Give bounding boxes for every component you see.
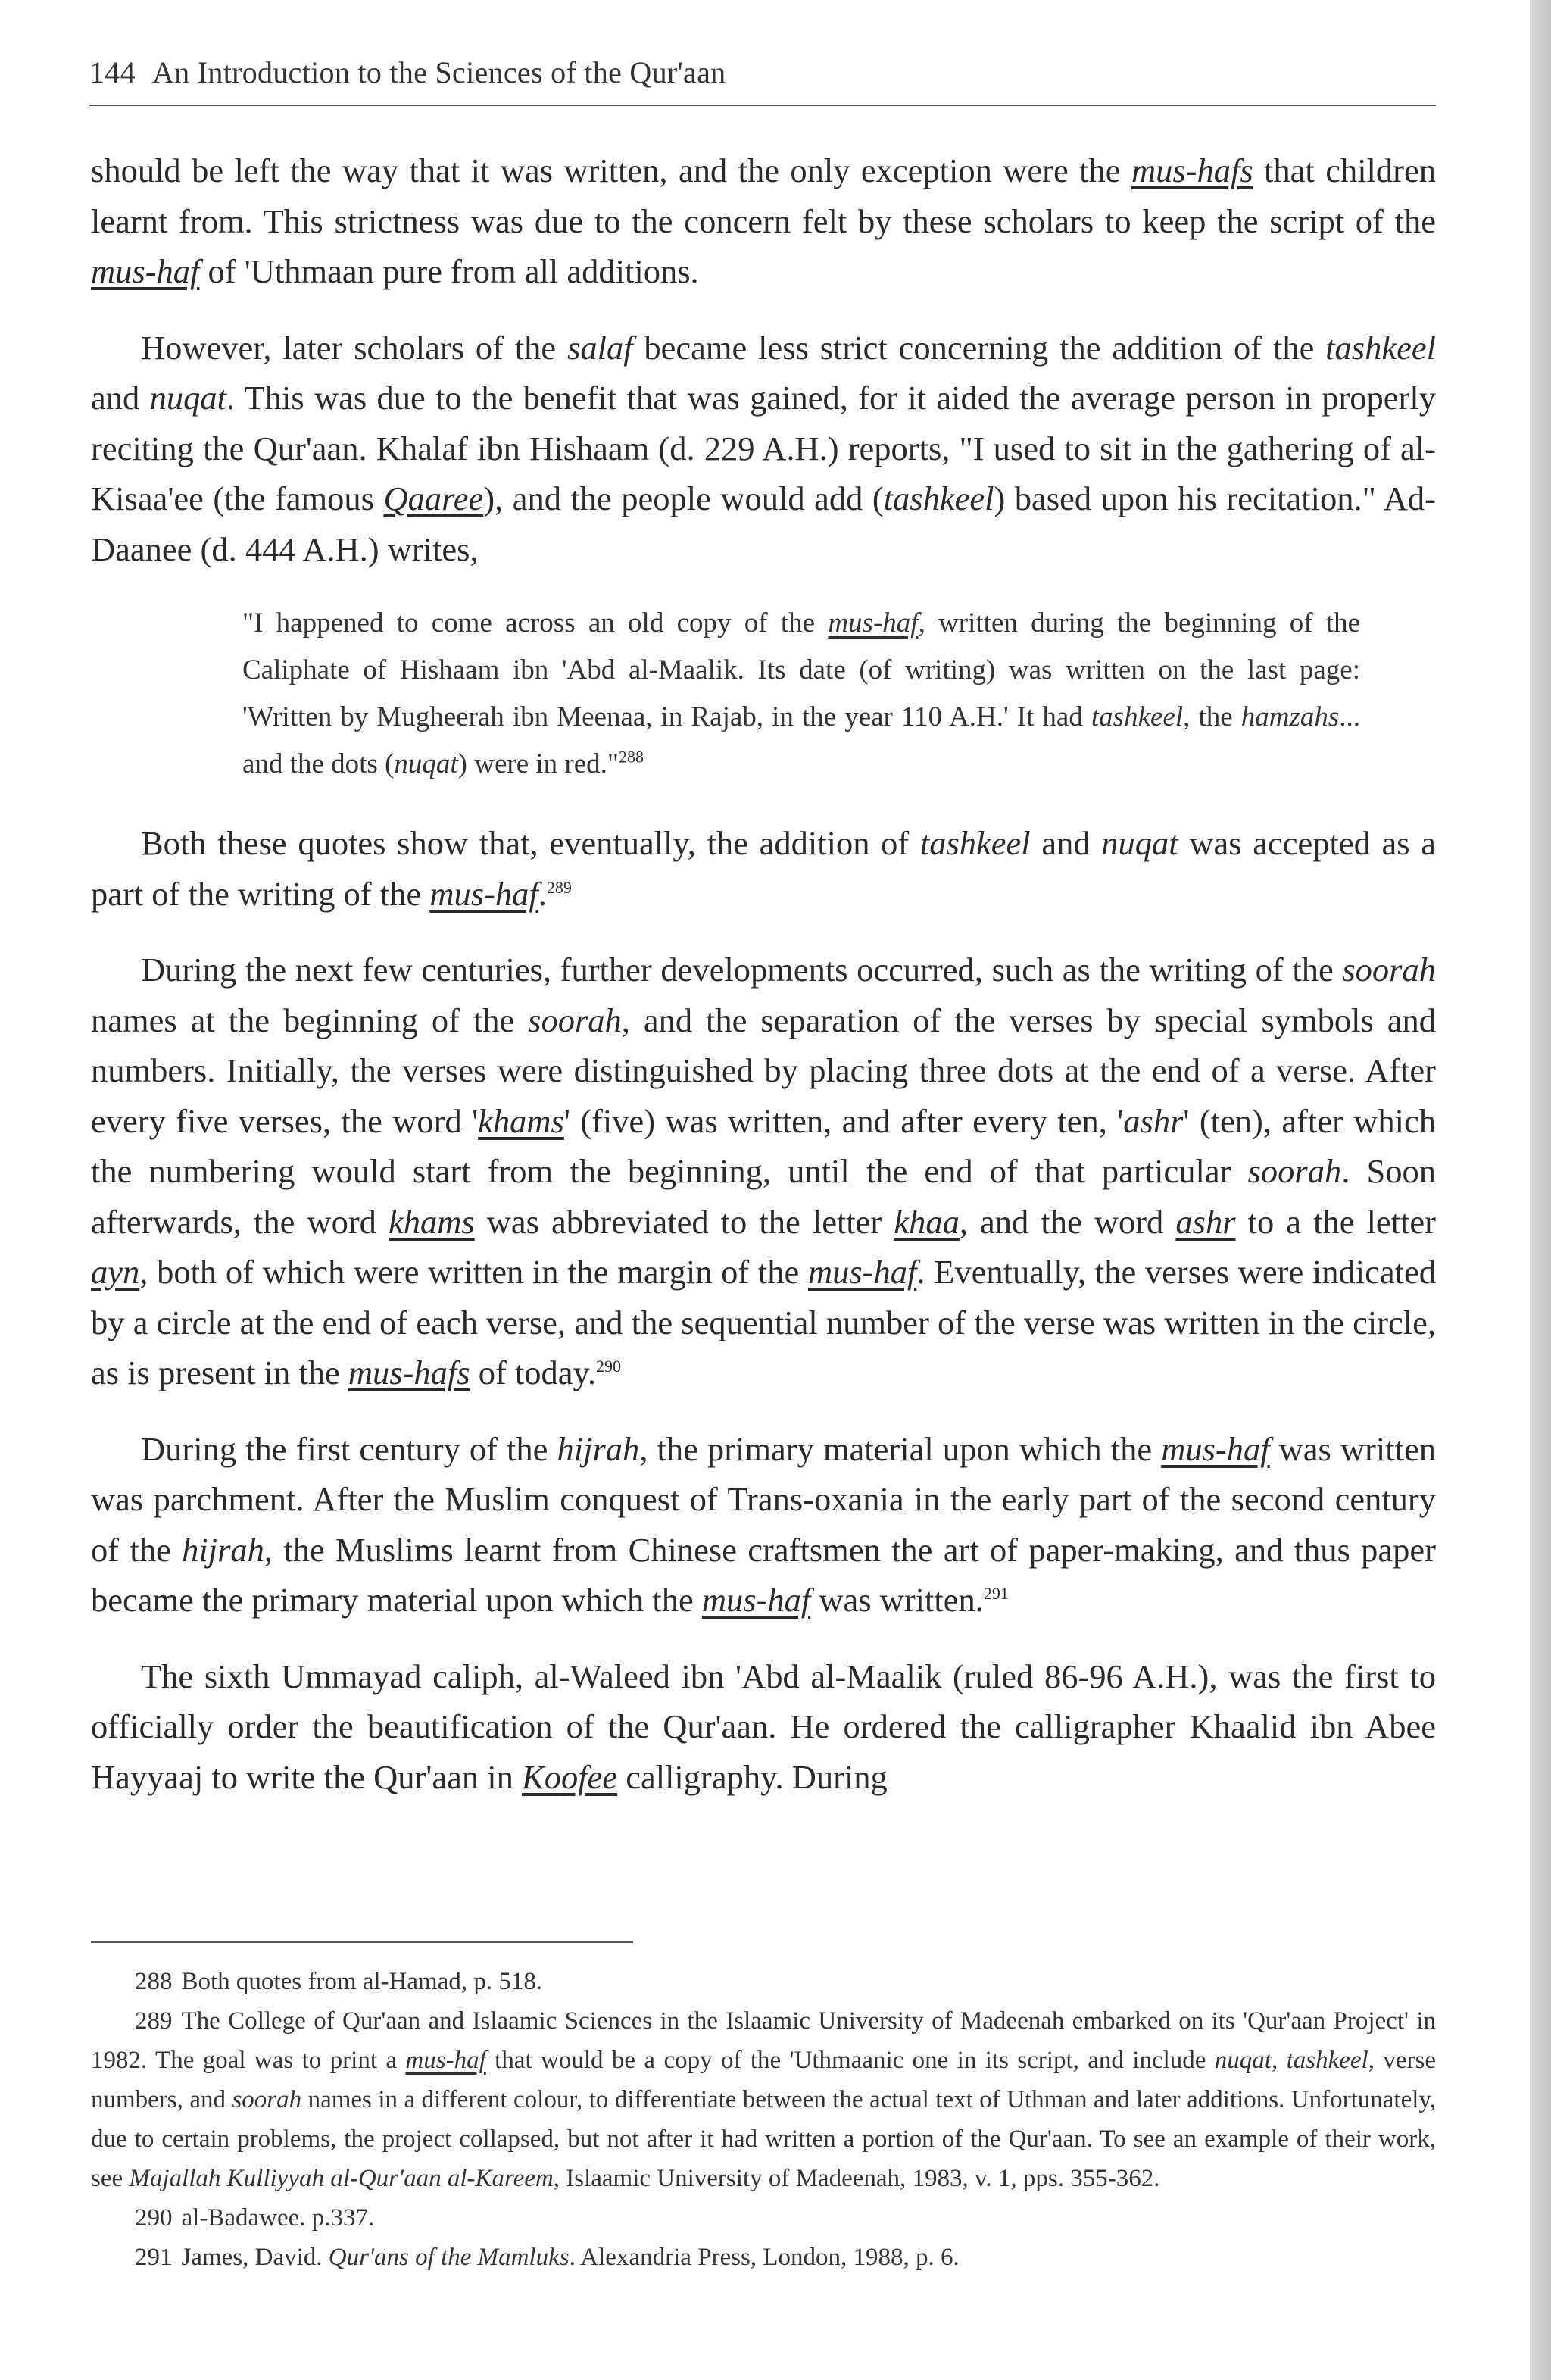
text-run: names in a different colour, to differentiate between the actual text of Uthman and later additions. Unfortunately, due to certain problems, the project collapsed, but not after it had written a portion of the Qur'aan. To see an example of their work, see (91, 2086, 1436, 2192)
term-italic: salaf (567, 328, 633, 367)
text-run: , (1271, 2047, 1287, 2074)
term-italic: nuqat (1214, 2047, 1272, 2074)
term-italic: tashkeel (883, 479, 994, 517)
text-run: to a the letter (1235, 1202, 1436, 1241)
footnotes (91, 1962, 1436, 2277)
text-run: During the first century of the (141, 1429, 557, 1468)
text-run: that children learnt from. This strictness was due to the concern felt by these scholars to keep the script of the (91, 151, 1436, 240)
footnote-290 (91, 2198, 1436, 2238)
footnote-marker[interactable]: 291 (983, 1584, 1009, 1604)
text-run: , the (1183, 701, 1241, 732)
paragraph-6 (91, 1651, 1436, 1803)
text-run: was written was parchment. After the Muslim conquest of Trans-oxania in the early part of the second century of the (91, 1429, 1437, 1569)
term-italic: nuqat (149, 379, 226, 417)
text-run: was abbreviated to the letter (474, 1202, 894, 1241)
footnote-288 (91, 1962, 1436, 2001)
text-run: of today. (470, 1354, 596, 1391)
footnote-marker[interactable]: 289 (546, 877, 572, 897)
text-run: became less strict concerning the addition of the (632, 328, 1326, 367)
footnote-number: 288 (135, 1968, 173, 1995)
text-run: should be left the way that it was written, and the only exception were the (91, 151, 1131, 189)
footnote-divider (91, 1941, 633, 1943)
term-italic: soorah (1342, 951, 1436, 989)
text-run: However, later scholars of the (141, 328, 568, 367)
text-run: , and the separation of the verses by special symbols and numbers. Initially, the verses were distinguished by placing three dots at the end of a verse. After every five verses, the word ' (91, 1001, 1436, 1140)
term-italic: tashkeel (1325, 328, 1436, 367)
block-quote (242, 600, 1360, 788)
text-run: , and the word (959, 1202, 1176, 1241)
term-italic: mus-haf (91, 252, 200, 290)
term-italic: tashkeel (1091, 701, 1184, 732)
term-italic: Majallah Kulliyyah al-Qur'aan al-Kareem (129, 2165, 554, 2192)
term-italic: mus-hafs (1131, 151, 1253, 189)
term-italic: khams (388, 1202, 475, 1241)
text-run: ... and the dots ( (242, 701, 1361, 779)
footnote-289 (91, 2001, 1436, 2198)
term-italic: Qaaree (383, 479, 484, 517)
term-italic: ashr (1175, 1202, 1236, 1241)
paragraph-5 (91, 1424, 1436, 1626)
term-italic: hijrah (557, 1429, 640, 1468)
term-italic: tashkeel (1286, 2047, 1368, 2074)
term-italic: mus-haf (1161, 1429, 1270, 1468)
text-run: names at the beginning of the (91, 1001, 529, 1039)
term-italic: mus-haf (701, 1581, 811, 1619)
text-run: . Soon afterwards, the word (91, 1152, 1437, 1241)
footnote-number: 290 (135, 2204, 173, 2232)
paragraph-2 (91, 323, 1436, 575)
text-run: al-Badawee. p.337. (181, 2204, 375, 2232)
text-run: , the Muslims learnt from Chinese craftsmen the art of paper-making, and thus paper became the primary material upon which the (91, 1530, 1436, 1619)
text-run: James, David. (181, 2244, 329, 2271)
text-run: . Eventually, the verses were indicated by a circle at the end of each verse, and the sequential number of the verse was written in the circle, as is present in the (91, 1253, 1436, 1391)
text-run: ) based upon his recitation." Ad-Daanee (d. 444 A.H.) writes, (91, 479, 1436, 568)
running-title: An Introduction to the Sciences of the Qur'aan (152, 55, 726, 89)
text-run: was accepted as a part of the writing of the (91, 824, 1436, 913)
text-run: was written. (810, 1581, 984, 1619)
term-italic: soorah (1247, 1152, 1342, 1190)
footnote-marker[interactable]: 290 (596, 1357, 621, 1376)
text-run: The sixth Ummayad caliph, al-Waleed ibn 'Abd al-Maalik (ruled 86-96 A.H.), was the first to officially order the beautification of the Qur'aan. He ordered the calligrapher Khaalid ibn Abee Hayyaaj to write the Qur'aan in (91, 1657, 1436, 1796)
term-italic: soorah (232, 2086, 302, 2113)
text-run: , Islaamic University of Madeenah, 1983, v. 1, pps. 355-362. (553, 2165, 1160, 2192)
term-italic: mus-hafs (348, 1354, 470, 1391)
text-run: , verse numbers, and (91, 2047, 1436, 2113)
text-run: , written during the beginning of the Caliphate of Hishaam ibn 'Abd al-Maalik. Its date (of writing) was written on the last page: 'Written by Mugheerah ibn Meenaa, in Rajab, in the year 110 A.H.' It had (242, 607, 1360, 732)
text-run: calligraphy. During (617, 1757, 888, 1796)
term-italic: mus-haf (807, 1253, 917, 1291)
text-run: Both these quotes show that, eventually, the addition of (141, 824, 920, 862)
text-run: and (1030, 824, 1102, 862)
term-italic: khaa (894, 1202, 960, 1241)
term-italic: tashkeel (919, 824, 1031, 862)
text-run: . This was due to the benefit that was gained, for it aided the average person in properly reciting the Qur'aan. Khalaf ibn Hishaam (d. 229 A.H.) reports, "I used to sit in the gathering of al-Kisaa'ee (the famous (91, 379, 1436, 517)
term-italic: soorah (528, 1001, 622, 1039)
text-run: . (538, 874, 547, 913)
term-italic: Qur'ans of the Mamluks (328, 2244, 570, 2271)
term-italic: ayn (91, 1253, 140, 1291)
footnote-number: 289 (135, 2007, 173, 2035)
term-italic: nuqat (394, 748, 458, 779)
text-run: ' (ten), after which the numbering would start from the beginning, until the end of that particular (91, 1101, 1436, 1190)
text-run: ' (five) was written, and after every ten, ' (563, 1101, 1124, 1140)
paragraph-3 (91, 818, 1436, 919)
text-run: During the next few centuries, further developments occurred, such as the writing of the (141, 951, 1343, 989)
running-header (89, 45, 1436, 106)
text-run: The College of Qur'aan and Islaamic Sciences in the Islaamic University of Madeenah embarked on its 'Qur'aan Project' in 1982. The goal was to print a (91, 2007, 1436, 2074)
text-run: ) were in red." (457, 748, 619, 779)
footnote-number: 291 (135, 2244, 173, 2271)
term-italic: hamzahs (1240, 701, 1340, 732)
term-italic: nuqat (1101, 824, 1178, 862)
paragraph-1 (91, 145, 1436, 297)
text-run: . Alexandria Press, London, 1988, p. 6. (569, 2244, 960, 2271)
page-number: 144 (89, 55, 136, 89)
term-italic: khams (478, 1101, 564, 1140)
text-run: Both quotes from al-Hamad, p. 518. (181, 1968, 543, 1995)
text-run: ), and the people would add ( (483, 479, 884, 517)
scan-edge-shadow (1530, 0, 1551, 2380)
text-run: and (91, 379, 150, 417)
main-text (91, 145, 1436, 1828)
text-run: , both of which were written in the margin of the (139, 1253, 808, 1291)
footnote-marker[interactable]: 288 (619, 747, 644, 767)
text-run: of 'Uthmaan pure from all additions. (199, 252, 699, 290)
term-italic: Koofee (522, 1757, 618, 1796)
paragraph-4 (91, 945, 1436, 1398)
term-italic: mus-haf (429, 874, 538, 913)
term-italic: mus-haf (405, 2047, 486, 2074)
term-italic: hijrah (182, 1530, 264, 1569)
text-run: "I happened to come across an old copy of the (242, 607, 829, 639)
footnote-291 (91, 2238, 1436, 2277)
text-run: , the primary material upon which the (639, 1429, 1162, 1468)
term-italic: mus-haf (828, 607, 919, 639)
term-italic: ashr (1123, 1101, 1184, 1140)
text-run: that would be a copy of the 'Uthmaanic one in its script, and include (485, 2047, 1215, 2074)
